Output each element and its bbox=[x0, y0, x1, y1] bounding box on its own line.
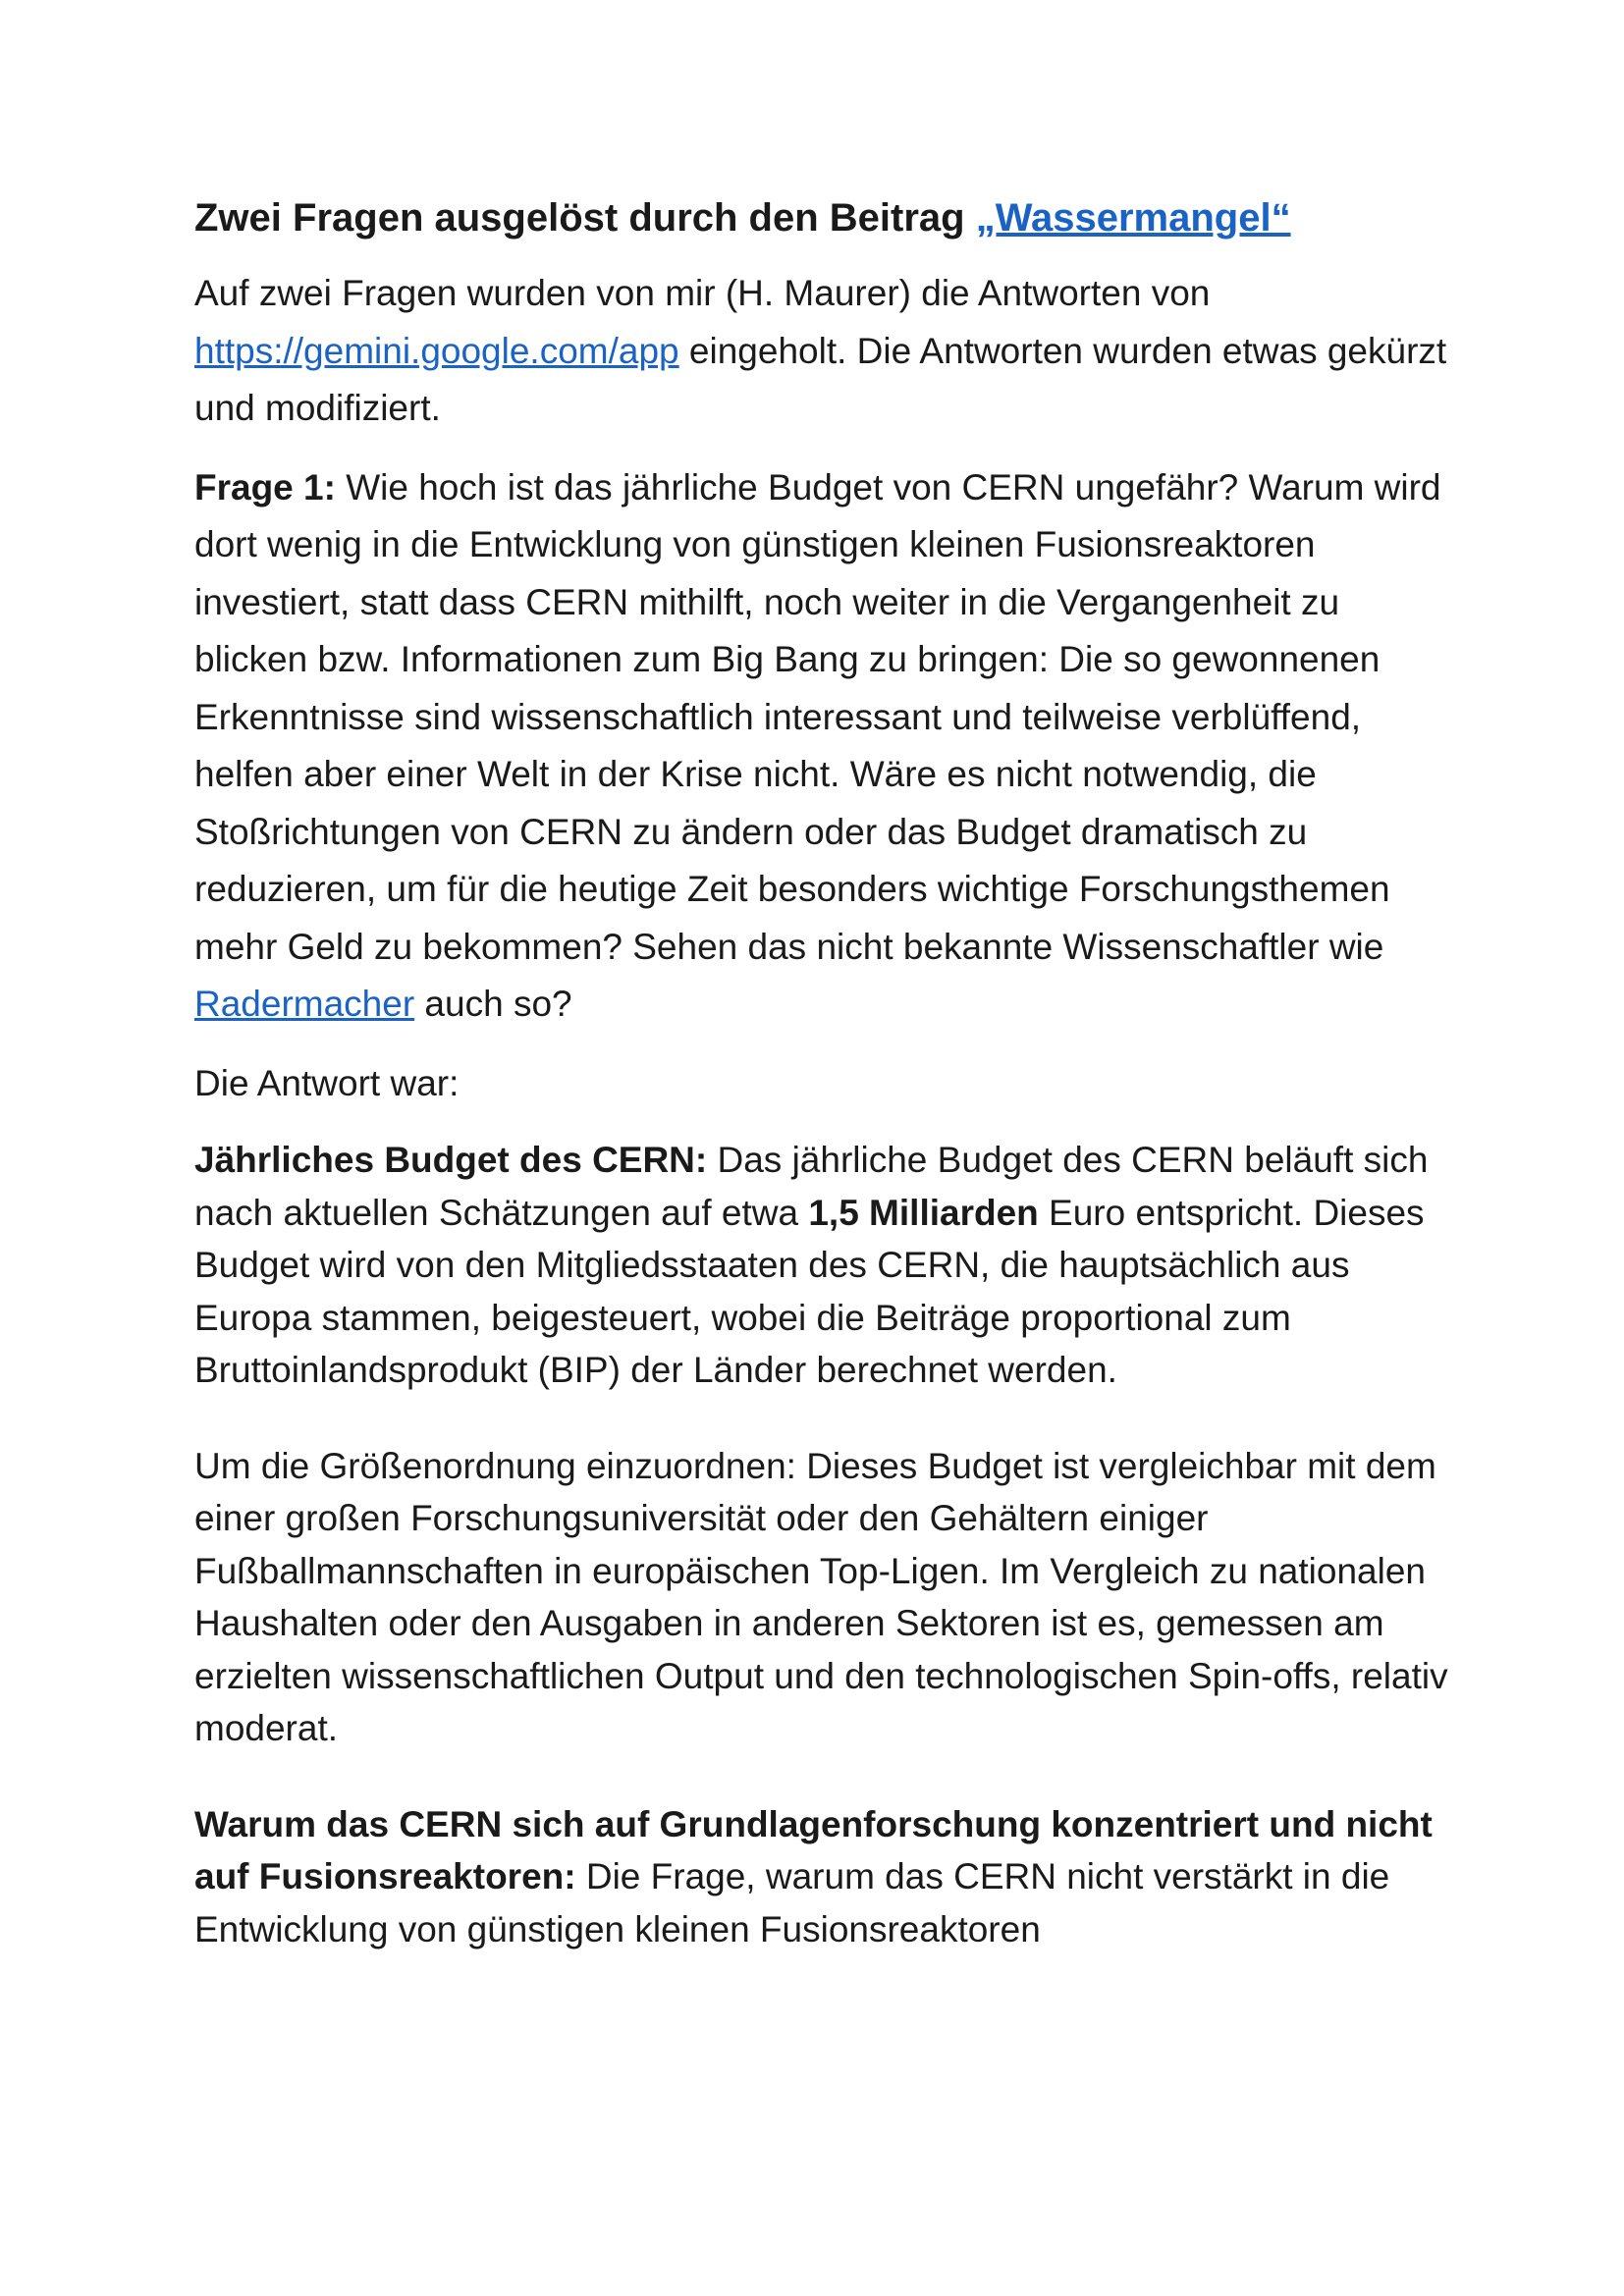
comparison-paragraph: Um die Größenordnung einzuordnen: Dieses Budget ist vergleichbar mit dem einer großen Forschungsuniversität oder den Gehältern einiger Fußballmannschaften in europäischen Top-Ligen. Im Vergleich zu nationalen Haushalten oder den Ausgaben in anderen Sektoren ist es, gemessen am erzielten wissenschaftlichen Output und den technologischen Spin-offs, relativ moderat. bbox=[194, 1445, 1448, 1748]
budget-label: Jährliches Budget des CERN: bbox=[194, 1140, 708, 1180]
budget-text: Das jährliche Budget des CERN beläuft sich nach aktuellen Schätzungen auf etwa bbox=[194, 1140, 1429, 1233]
intro-text-end: eingeholt. Die Antworten wurden etwas gekürzt und modifiziert. bbox=[194, 330, 1447, 428]
radermacher-link[interactable]: Radermacher bbox=[194, 984, 415, 1024]
wassermangel-link[interactable]: „Wassermangel“ bbox=[975, 196, 1291, 240]
question-1-text-end: auch so? bbox=[414, 984, 572, 1024]
intro-paragraph bbox=[194, 265, 1461, 438]
answer-intro: Die Antwort war: bbox=[194, 1062, 460, 1103]
title-text: Zwei Fragen ausgelöst durch den Beitrag bbox=[194, 196, 976, 240]
budget-amount: 1,5 Milliarden bbox=[808, 1192, 1039, 1233]
question-1-label: Frage 1: bbox=[194, 466, 336, 507]
intro-text: Auf zwei Fragen wurden von mir (H. Maurer) die Antworten von bbox=[194, 273, 1211, 313]
question-1-text: Wie hoch ist das jährliche Budget von CERN ungefähr? Warum wird dort wenig in die Entwicklung von günstigen kleinen Fusionsreaktoren investiert, statt dass CERN mithilft, noch weiter in die Vergangenheit zu blicken bzw. Informationen zum Big Bang zu bringen: Die so gewonnenen Erkenntnisse sind wissenschaftlich interessant und teilweise verblüffend, helfen aber einer Welt in der Krise nicht. Wäre es nicht notwendig, die Stoßrichtungen von CERN zu ändern oder das Budget dramatisch zu reduzieren, um für die heutige Zeit besonders wichtige Forschungsthemen mehr Geld zu bekommen? Sehen das nicht bekannte Wissenschaftler wie bbox=[194, 466, 1441, 967]
focus-text: Die Frage, warum das CERN nicht verstärkt in die Entwicklung von günstigen kleinen Fusionsreaktoren bbox=[194, 1856, 1390, 1949]
focus-label: Warum das CERN sich auf Grundlagenforschung konzentriert und nicht auf Fusionsreaktoren: bbox=[194, 1803, 1433, 1896]
gemini-link[interactable]: https://gemini.google.com/app bbox=[194, 330, 679, 371]
focus-paragraph bbox=[194, 1798, 1461, 1956]
page-title bbox=[194, 192, 1461, 243]
budget-text-end: Euro entspricht. Dieses Budget wird von den Mitgliedsstaaten des CERN, die hauptsächlich aus Europa stammen, beigesteuert, wobei die Beiträge proportional zum Bruttoinlandsprodukt (BIP) der Länder berechnet werden. bbox=[194, 1192, 1425, 1390]
document-page bbox=[194, 192, 1461, 1999]
budget-paragraph bbox=[194, 1134, 1461, 1397]
question-1-paragraph bbox=[194, 459, 1461, 1034]
